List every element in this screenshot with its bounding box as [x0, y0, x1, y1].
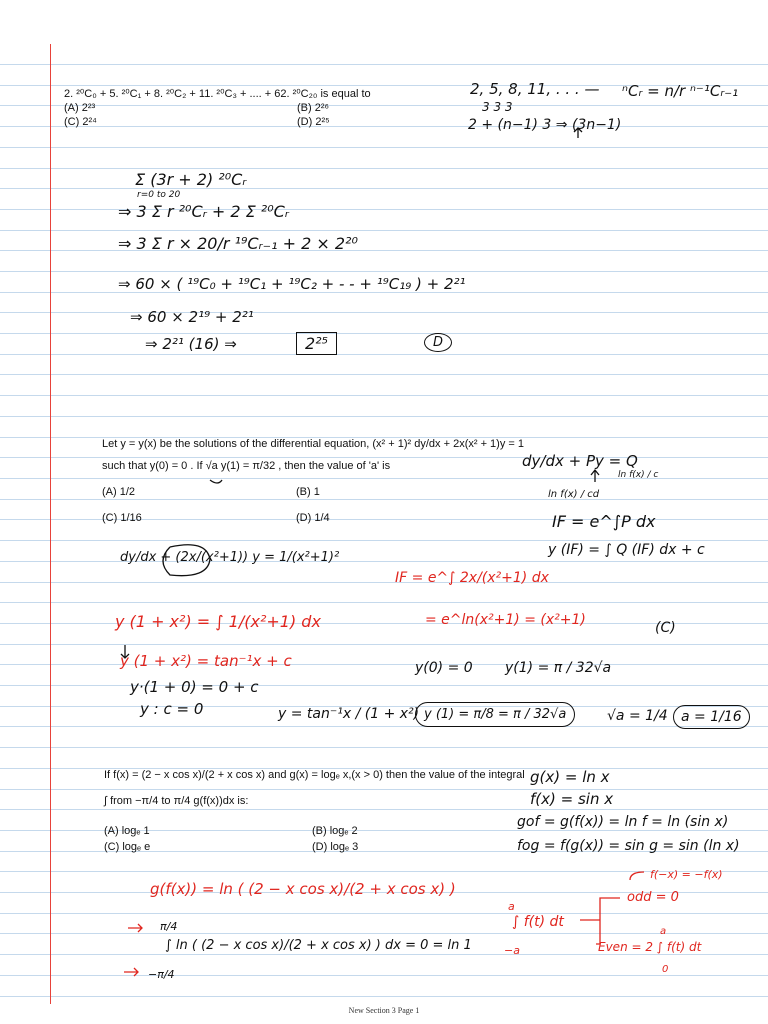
note-substitution: y·(1 + 0) = 0 + c — [130, 678, 259, 696]
arrow-stroke — [128, 924, 142, 932]
note-step-2: ⇒ 3 Σ r × 20/r ¹⁹Cᵣ₋₁ + 2 × 2²⁰ — [118, 234, 358, 253]
note-if-formula: IF = e^∫P dx — [552, 512, 656, 531]
page-footer: New Section 3 Page 1 — [348, 1006, 420, 1015]
question-2-option-a: (A) 1/2 — [102, 486, 136, 498]
question-2-option-b: (B) 1 — [296, 486, 320, 498]
note-integral-zero: ∫ ln ( (2 − x cos x)/(2 + x cos x) ) dx = 0 = ln 1 — [165, 938, 472, 953]
question-1-stem: 2. ²⁰C₀ + 5. ²⁰C₁ + 8. ²⁰C₂ + 11. ²⁰C₃ + .... + 62. ²⁰C₂₀ is equal to — [64, 88, 371, 100]
note-prop-neg-a: −a — [504, 944, 520, 957]
note-linear-form: dy/dx + Py = Q — [522, 452, 638, 470]
question-2-option-d: (D) 1/4 — [296, 512, 330, 524]
circle-stroke — [163, 545, 210, 576]
note-step-1: ⇒ 3 Σ r ²⁰Cᵣ + 2 Σ ²⁰Cᵣ — [118, 202, 289, 221]
note-gof: gof = g(f(x)) = ln f = ln (sin x) — [517, 814, 729, 830]
question-3-option-a: (A) logₑ 1 — [104, 825, 150, 837]
question-3-line-2: ∫ from −π/4 to π/4 g(f(x))dx is: — [104, 795, 249, 807]
note-sequence: 2, 5, 8, 11, . . . — — [470, 80, 600, 98]
question-3-option-c: (C) logₑ e — [104, 841, 151, 853]
note-if-result: = e^ln(x²+1) = (x²+1) — [425, 612, 586, 628]
note-sum: Σ (3r + 2) ²⁰Cᵣ — [135, 170, 247, 189]
note-integral-lower: −π/4 — [148, 968, 175, 981]
question-3-line-1: If f(x) = (2 − x cos x)/(2 + x cos x) and g(x) = logₑ x,(x > 0) then the value of the integral — [104, 769, 525, 781]
question-3-option-b: (B) logₑ 2 — [312, 825, 358, 837]
note-step-4: ⇒ 60 × 2¹⁹ + 2²¹ — [130, 308, 254, 326]
note-if-value: IF = e^∫ 2x/(x²+1) dx — [395, 570, 549, 586]
question-2-line-2: such that y(0) = 0 . If √a y(1) = π/32 , then the value of 'a' is — [102, 460, 391, 472]
note-prop-a: a — [508, 900, 515, 913]
note-step-3: ⇒ 60 × ( ¹⁹C₀ + ¹⁹C₁ + ¹⁹C₂ + - - + ¹⁹C₁₉ ) + 2²¹ — [118, 275, 466, 293]
note-solution-formula: y (IF) = ∫ Q (IF) dx + c — [548, 542, 705, 558]
question-1-option-c: (C) 2²⁴ — [64, 116, 97, 128]
note-y0: y(0) = 0 — [415, 660, 473, 676]
arrow-stroke — [591, 470, 599, 482]
note-even-case: Even = 2 ∫ f(t) dt — [598, 940, 702, 954]
question-2-option-c: (C) 1/16 — [102, 512, 142, 524]
note-result-boxed: 2²⁵ — [296, 332, 337, 355]
note-ln-note-2: ln f(x) / cd — [548, 489, 600, 500]
note-odd-case: f(−x) = −f(x) — [650, 868, 723, 881]
note-sqrt-a: √a = 1/4 — [607, 708, 668, 724]
arrow-stroke — [630, 872, 644, 880]
note-even-zero: 0 — [662, 964, 669, 975]
note-odd-result: odd = 0 — [627, 890, 679, 905]
note-even-a: a — [660, 926, 667, 937]
note-answer-circled: D — [424, 333, 452, 352]
note-answer-c: (C) — [655, 620, 676, 636]
note-integral-upper: π/4 — [160, 920, 178, 933]
note-integral: y (1 + x²) = ∫ 1/(x²+1) dx — [115, 612, 321, 631]
note-fog: fog = f(g(x)) = sin g = sin (ln x) — [517, 838, 740, 854]
note-y-expression: y = tan⁻¹x / (1 + x²) — [278, 706, 420, 722]
arrow-stroke — [121, 645, 129, 658]
arrow-stroke — [124, 968, 138, 976]
note-step-5: ⇒ 2²¹ (16) ⇒ — [145, 335, 237, 353]
note-identity: ⁿCᵣ = n/r ⁿ⁻¹Cᵣ₋₁ — [622, 82, 739, 100]
note-f-def: f(x) = sin x — [530, 790, 614, 808]
note-differences: 3 3 3 — [482, 100, 513, 114]
note-sum-limits: r=0 to 20 — [137, 190, 181, 200]
note-ln-note: ln f(x) / c — [618, 470, 659, 480]
note-general-solution: y (1 + x²) = tan⁻¹x + c — [120, 652, 292, 670]
arrow-stroke — [574, 128, 582, 138]
brace-stroke — [580, 898, 620, 944]
note-eq-standard: dy/dx + (2x/(x²+1)) y = 1/(x²+1)² — [120, 550, 340, 565]
note-g-of-f: g(f(x)) = ln ( (2 − x cos x)/(2 + x cos x) ) — [150, 880, 456, 898]
question-1-option-a: (A) 2²³ — [64, 102, 96, 114]
note-compare-circled: y (1) = π/8 = π / 32√a — [415, 702, 575, 727]
question-3-option-d: (D) logₑ 3 — [312, 841, 359, 853]
question-1-option-b: (B) 2²⁶ — [297, 102, 330, 114]
question-1-option-d: (D) 2²⁵ — [297, 116, 330, 128]
arrow-stroke — [210, 480, 222, 483]
note-a-value-circled: a = 1/16 — [673, 705, 750, 729]
note-nth-term: 2 + (n−1) 3 ⇒ (3n−1) — [468, 117, 622, 133]
question-2-line-1: Let y = y(x) be the solutions of the differential equation, (x² + 1)² dy/dx + 2x(x² + 1)y = 1 — [102, 438, 524, 450]
note-y1: y(1) = π / 32√a — [505, 660, 612, 676]
note-g-def: g(x) = ln x — [530, 768, 610, 786]
note-c-zero: y : c = 0 — [140, 700, 204, 718]
note-prop-integral: ∫ f(t) dt — [512, 914, 564, 930]
